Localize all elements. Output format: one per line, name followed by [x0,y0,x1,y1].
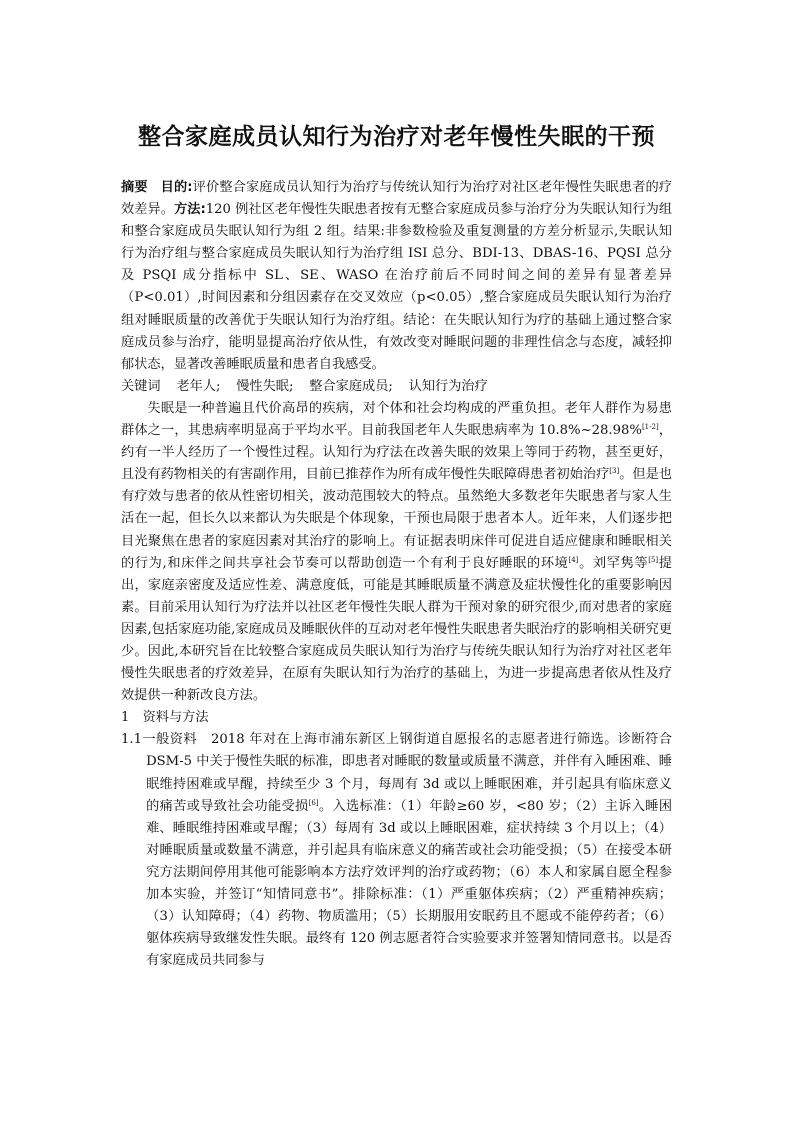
subsection-text: 。入选标准：（1）年龄≥60 岁，<80 岁；（2）主诉入睡困难、睡眠维持困难或早醒；（3）每周有 3d 或以上睡眠困难，症状持续 3 个月以上；（4）对睡眠质量或数量不满意，并引起具有临床意义的痛苦或社会功能受损；（5）在接受本研究方法期间停用其他可能影响本方法疗效评判的治疗或药物；（6）本人和家属自愿全程参加本实验，并签订“知情同意书”。排除标准：（1）严重躯体疾病；（2）严重精神疾病；（3）认知障碍；（4）药物、物质滥用；（5）长期服用安眠药且不愿或不能停药者；（6）躯体疾病导致继发性失眠。最终有 120 例志愿者符合实验要求并签署知情同意书。以是否有家庭成员共同参与 [146,798,673,969]
intro-text: 失眠是一种普遍且代价高昂的疾病，对个体和社会均构成的严重负担。老年人群作为易患群体之一，其患病率明显高于平均水平。目前我国老年人失眠患病率为 10.8%~28.98% [121,400,672,439]
abstract-objective: 评价整合家庭成员认知行为治疗与传统认知行为治疗对社区老年慢性失眠患者的疗效差异。 [121,180,673,218]
subsection-heading: 1.1一般资料 [121,732,198,748]
intro-text: 。但是也有疗效与患者的依从性密切相关，波动范围较大的特点。虽然绝大多数老年失眠患者与家人生活在一起，但长久以来都认为失眠是个体现象，干预也局限于患者本人。近年来，人们逐步把目光聚焦在患者的家庭因素对其治疗的影响上。有证据表明床伴可促进自适应健康和睡眠相关的行为,和床伴之间共享社会节奏可以帮助创造一个有利于良好睡眠的环境 [121,467,673,571]
keywords-label: 关键词 [121,378,161,394]
citation-ref: [1-2] [641,423,659,432]
keyword-item: 老年人; [176,378,221,394]
abstract-methods: 120 例社区老年慢性失眠患者按有无整合家庭成员参与治疗分为失眠认知行为组和整合家庭成员失眠认知行为组 2 组。结果:非参数检验及重复测量的方差分析显示,失眠认知行为治疗组与整合家庭成员失眠认知行为治疗组 ISI 总分、BDI-13、DBAS-16、PQSI 总分及 PSQI 成分指标中 SL、SE、WASO 在治疗前后不同时间之间的差异有显著差异（P<0.01）,时间因素和分组因素存在交叉效应（p<0.05）,整合家庭成员失眠认知行为治疗组对睡眠质量的改善优于失眠认知行为治疗组。结论：在失眠认知行为疗的基础上通过整合家庭成员参与治疗，能明显提高治疗依从性，有效改变对睡眠问题的非理性信念与态度，减轻抑郁状态，显著改善睡眠质量和患者自我感受。 [121,202,673,372]
abstract [121,177,672,376]
citation-ref: [4] [568,555,579,564]
keyword-item: 慢性失眠; [236,378,294,394]
subsection-text: 2018 年对在上海市浦东新区上钢街道自愿报名的志愿者进行筛选。诊断符合 DSM-5 中关于慢性失眠的标准，即患者对睡眠的数量或质量不满意，并伴有入睡困难、睡眠维持困难或早醒，持续至少 3 个月，每周有 3d 或以上睡眠困难，并引起具有临床意义的痛苦或导致社会功能受损 [146,732,672,814]
intro-text: 提出，家庭亲密度及适应性差、满意度低，可能是其睡眠质量不满意及症状慢性化的重要影响因素。目前采用认知行为疗法并以社区老年慢性失眠人群为干预对象的研究很少,而对患者的家庭因素,包括家庭功能,家庭成员及睡眠伙伴的互动对老年慢性失眠患者失眠治疗的影响相关研究更少。因此,本研究旨在比较整合家庭成员失眠认知行为治疗与传统失眠认知行为治疗对社区老年慢性失眠患者的疗效差异，在原有失眠认知行为治疗的基础上，为进一步提高患者依从性及疗效提供一种新改良方法。 [121,555,672,704]
section-heading-1: 1 资料与方法 [121,710,209,726]
methods-label: 方法: [173,202,206,218]
paper-body [121,177,672,972]
intro-text: 。刘罕隽等 [578,555,649,571]
keyword-item: 认知行为治疗 [408,378,488,394]
paper-title: 整合家庭成员认知行为治疗对老年慢性失眠的干预 [138,124,655,150]
subsection-1-1 [121,729,672,972]
keyword-item: 整合家庭成员; [309,378,393,394]
citation-ref: [6] [308,798,319,807]
keywords [121,376,672,398]
citation-ref: [3] [609,467,620,476]
intro-text: ，约有一半人经历了一个慢性过程。认知行为疗法在改善失眠的效果上等同于药物，甚至更好，且没有药物相关的有害副作用，目前已推荐作为所有成年慢性失眠障碍患者初始治疗 [121,423,673,483]
citation-ref: [5] [648,555,659,564]
abstract-label: 摘要 [121,180,148,195]
intro-paragraph [121,398,672,707]
objective-label: 目的: [160,180,193,195]
